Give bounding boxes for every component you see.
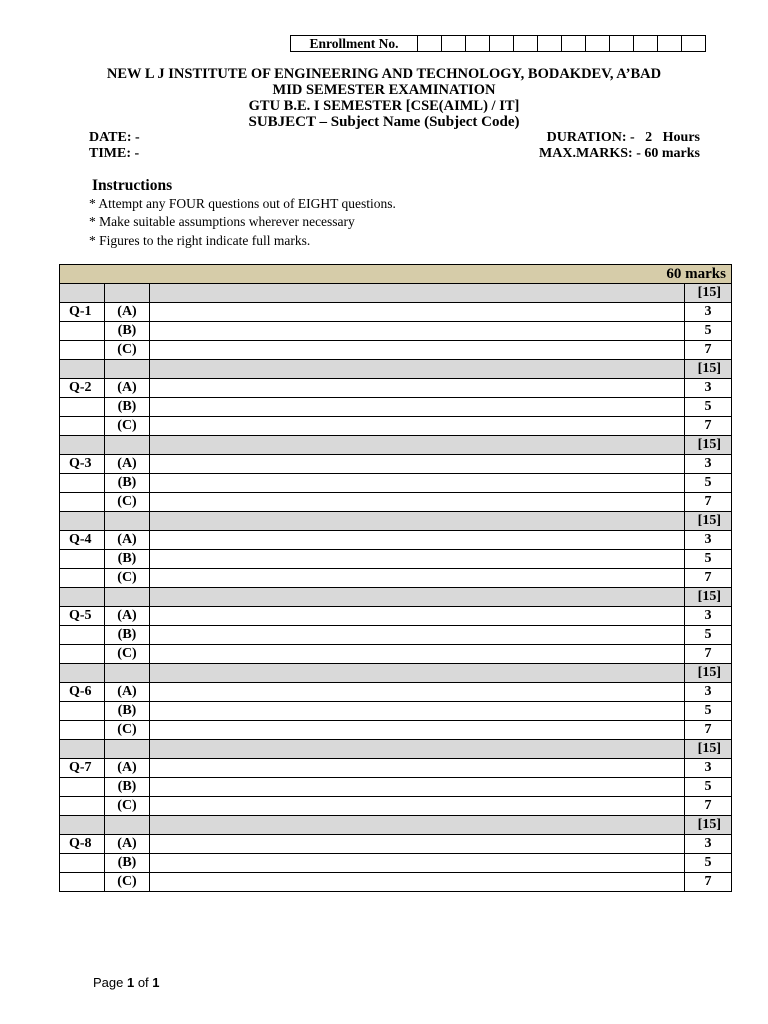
page-of: of (134, 975, 153, 990)
part-label: (B) (105, 702, 150, 721)
question-label (60, 778, 105, 797)
part-label: (A) (105, 759, 150, 778)
part-label: (B) (105, 778, 150, 797)
part-marks: 7 (684, 417, 731, 436)
part-marks: 3 (684, 835, 731, 854)
empty-cell (60, 360, 105, 379)
part-label: (A) (105, 303, 150, 322)
empty-cell (60, 588, 105, 607)
question-text-cell (150, 493, 685, 512)
question-text-cell (150, 645, 685, 664)
part-marks: 3 (684, 683, 731, 702)
section-marks: [15] (684, 436, 731, 455)
part-marks: 5 (684, 626, 731, 645)
question-label (60, 626, 105, 645)
question-part-row (60, 721, 732, 740)
empty-cell (150, 588, 685, 607)
question-text-cell (150, 778, 685, 797)
part-marks: 3 (684, 455, 731, 474)
empty-cell (60, 512, 105, 531)
part-label: (C) (105, 341, 150, 360)
page-footer (93, 975, 160, 990)
instructions-title: Instructions (92, 177, 173, 194)
part-marks: 5 (684, 778, 731, 797)
question-label (60, 322, 105, 341)
part-label: (C) (105, 797, 150, 816)
part-marks: 7 (684, 797, 731, 816)
question-table (59, 264, 732, 892)
enrollment-label: Enrollment No. (291, 36, 418, 52)
question-part-row (60, 379, 732, 398)
question-part-row (60, 778, 732, 797)
question-label (60, 398, 105, 417)
section-marks: [15] (684, 512, 731, 531)
empty-cell (105, 512, 150, 531)
enrollment-digit-box[interactable] (538, 36, 562, 52)
part-label: (A) (105, 531, 150, 550)
question-label: Q-2 (60, 379, 105, 398)
question-section-row (60, 664, 732, 683)
institute-name: NEW L J INSTITUTE OF ENGINEERING AND TECHNOLOGY, BODAKDEV, A’BAD (106, 66, 662, 82)
question-part-row (60, 626, 732, 645)
question-label (60, 569, 105, 588)
part-label: (C) (105, 493, 150, 512)
question-label: Q-3 (60, 455, 105, 474)
part-marks: 5 (684, 854, 731, 873)
question-label: Q-5 (60, 607, 105, 626)
enrollment-digit-box[interactable] (562, 36, 586, 52)
empty-cell (150, 360, 685, 379)
empty-cell (105, 284, 150, 303)
empty-cell (60, 664, 105, 683)
part-label: (B) (105, 474, 150, 493)
section-marks: [15] (684, 588, 731, 607)
page-total: 1 (152, 975, 160, 990)
table-header-row (60, 265, 732, 284)
question-part-row (60, 474, 732, 493)
part-label: (C) (105, 417, 150, 436)
part-marks: 7 (684, 721, 731, 740)
page-number: 1 (126, 975, 135, 990)
question-text-cell (150, 398, 685, 417)
question-label (60, 797, 105, 816)
max-marks-field: MAX.MARKS: - 60 marks (539, 146, 700, 161)
part-label: (A) (105, 607, 150, 626)
question-part-row (60, 645, 732, 664)
question-text-cell (150, 702, 685, 721)
question-text-cell (150, 379, 685, 398)
empty-cell (105, 436, 150, 455)
part-label: (A) (105, 683, 150, 702)
enrollment-digit-box[interactable] (514, 36, 538, 52)
part-label: (A) (105, 455, 150, 474)
question-section-row (60, 588, 732, 607)
enrollment-digit-box[interactable] (586, 36, 610, 52)
question-section-row (60, 284, 732, 303)
section-marks: [15] (684, 360, 731, 379)
part-marks: 7 (684, 645, 731, 664)
semester-line: GTU B.E. I SEMESTER [CSE(AIML) / IT] (248, 98, 520, 114)
question-label (60, 493, 105, 512)
question-text-cell (150, 341, 685, 360)
empty-cell (105, 360, 150, 379)
part-marks: 5 (684, 398, 731, 417)
empty-cell (150, 436, 685, 455)
question-label: Q-8 (60, 835, 105, 854)
question-text-cell (150, 835, 685, 854)
part-marks: 7 (684, 873, 731, 892)
question-part-row (60, 759, 732, 778)
question-text-cell (150, 721, 685, 740)
instruction-item: * Make suitable assumptions wherever necessary (89, 214, 355, 229)
question-part-row (60, 702, 732, 721)
question-part-row (60, 455, 732, 474)
enrollment-digit-box[interactable] (634, 36, 658, 52)
part-marks: 3 (684, 759, 731, 778)
question-text-cell (150, 417, 685, 436)
total-marks: 60 marks (60, 265, 732, 284)
question-text-cell (150, 474, 685, 493)
part-marks: 7 (684, 493, 731, 512)
question-part-row (60, 322, 732, 341)
empty-cell (105, 664, 150, 683)
question-label: Q-4 (60, 531, 105, 550)
page-prefix: Page (93, 975, 127, 990)
part-marks: 5 (684, 702, 731, 721)
enrollment-digit-box[interactable] (466, 36, 490, 52)
question-part-row (60, 569, 732, 588)
question-text-cell (150, 797, 685, 816)
subject-line: SUBJECT – Subject Name (Subject Code) (248, 114, 520, 130)
question-text-cell (150, 607, 685, 626)
part-label: (C) (105, 873, 150, 892)
instruction-item: * Figures to the right indicate full marks. (89, 233, 311, 248)
question-label (60, 341, 105, 360)
empty-cell (150, 740, 685, 759)
question-text-cell (150, 683, 685, 702)
question-text-cell (150, 550, 685, 569)
question-text-cell (150, 569, 685, 588)
part-marks: 3 (684, 607, 731, 626)
part-label: (C) (105, 645, 150, 664)
date-field: DATE: - (89, 130, 140, 145)
part-marks: 5 (684, 474, 731, 493)
part-label: (B) (105, 626, 150, 645)
part-label: (A) (105, 379, 150, 398)
empty-cell (105, 740, 150, 759)
question-text-cell (150, 455, 685, 474)
question-section-row (60, 512, 732, 531)
part-label: (B) (105, 322, 150, 341)
question-part-row (60, 683, 732, 702)
question-label (60, 721, 105, 740)
part-label: (C) (105, 721, 150, 740)
empty-cell (150, 664, 685, 683)
empty-cell (60, 816, 105, 835)
empty-cell (150, 284, 685, 303)
question-section-row (60, 740, 732, 759)
empty-cell (60, 284, 105, 303)
section-marks: [15] (684, 284, 731, 303)
empty-cell (60, 436, 105, 455)
time-field: TIME: - (89, 146, 140, 161)
question-label (60, 854, 105, 873)
part-label: (A) (105, 835, 150, 854)
enrollment-digit-box[interactable] (610, 36, 634, 52)
duration-field: DURATION: - 2 Hours (546, 130, 700, 145)
part-label: (B) (105, 550, 150, 569)
question-label: Q-6 (60, 683, 105, 702)
question-label (60, 645, 105, 664)
question-text-cell (150, 759, 685, 778)
empty-cell (150, 816, 685, 835)
part-marks: 7 (684, 341, 731, 360)
enrollment-digit-box[interactable] (418, 36, 442, 52)
part-marks: 3 (684, 531, 731, 550)
question-text-cell (150, 303, 685, 322)
enrollment-digit-box[interactable] (658, 36, 682, 52)
question-part-row (60, 531, 732, 550)
question-part-row (60, 341, 732, 360)
question-label: Q-7 (60, 759, 105, 778)
section-marks: [15] (684, 664, 731, 683)
question-part-row (60, 550, 732, 569)
question-text-cell (150, 322, 685, 341)
part-marks: 3 (684, 379, 731, 398)
part-label: (B) (105, 854, 150, 873)
empty-cell (150, 512, 685, 531)
empty-cell (105, 588, 150, 607)
question-label: Q-1 (60, 303, 105, 322)
question-part-row (60, 854, 732, 873)
exam-title: MID SEMESTER EXAMINATION (272, 82, 496, 98)
question-section-row (60, 360, 732, 379)
question-label (60, 873, 105, 892)
question-part-row (60, 797, 732, 816)
question-label (60, 702, 105, 721)
question-text-cell (150, 854, 685, 873)
question-part-row (60, 493, 732, 512)
part-marks: 7 (684, 569, 731, 588)
part-label: (C) (105, 569, 150, 588)
question-part-row (60, 607, 732, 626)
section-marks: [15] (684, 740, 731, 759)
question-text-cell (150, 531, 685, 550)
enrollment-digit-box[interactable] (442, 36, 466, 52)
part-marks: 3 (684, 303, 731, 322)
question-text-cell (150, 626, 685, 645)
empty-cell (105, 816, 150, 835)
question-part-row (60, 873, 732, 892)
question-part-row (60, 835, 732, 854)
part-marks: 5 (684, 322, 731, 341)
enrollment-digit-box[interactable] (682, 36, 706, 52)
question-part-row (60, 417, 732, 436)
question-label (60, 417, 105, 436)
question-section-row (60, 816, 732, 835)
section-marks: [15] (684, 816, 731, 835)
empty-cell (60, 740, 105, 759)
part-marks: 5 (684, 550, 731, 569)
question-text-cell (150, 873, 685, 892)
part-label: (B) (105, 398, 150, 417)
question-part-row (60, 398, 732, 417)
enrollment-box (290, 35, 706, 52)
question-part-row (60, 303, 732, 322)
question-label (60, 474, 105, 493)
enrollment-digit-box[interactable] (490, 36, 514, 52)
instruction-item: * Attempt any FOUR questions out of EIGHT questions. (89, 196, 396, 211)
question-label (60, 550, 105, 569)
question-section-row (60, 436, 732, 455)
